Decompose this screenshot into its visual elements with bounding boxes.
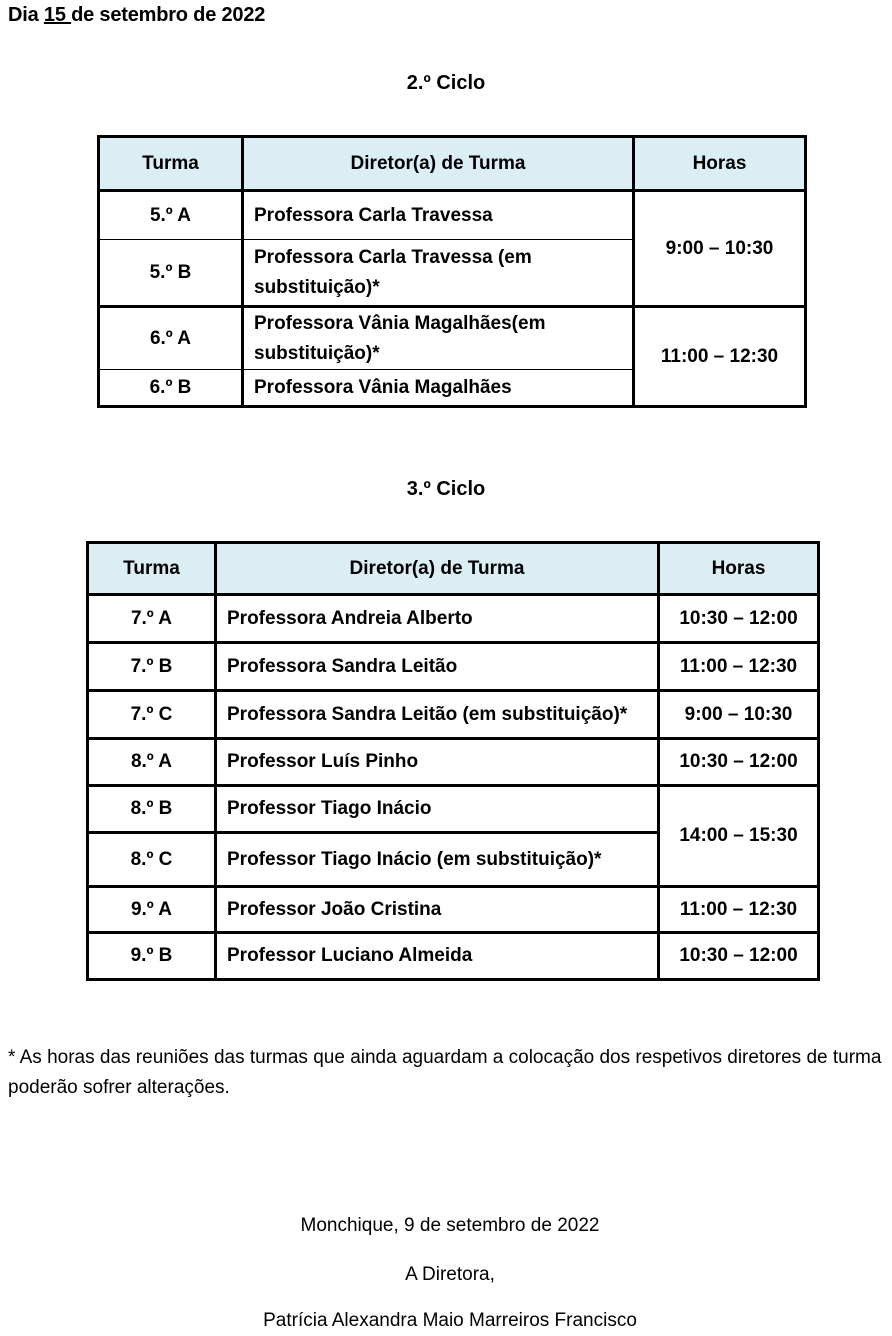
director-cell: Professora Sandra Leitão [216, 643, 659, 691]
director-cell: Professor João Cristina [216, 887, 659, 933]
turma-cell: 8.º C [88, 833, 216, 887]
table-row [99, 307, 806, 370]
date-suffix: de setembro de 2022 [71, 4, 266, 26]
schedule-table-ciclo3 [86, 541, 820, 981]
schedule-table-ciclo2 [97, 135, 807, 408]
hours-cell: 11:00 – 12:30 [659, 887, 819, 933]
director-cell: Professora Vânia Magalhães [243, 370, 634, 407]
signatory-name: Patrícia Alexandra Maio Marreiros Francisco [263, 1310, 637, 1331]
table-row [88, 786, 819, 833]
section-title-ciclo2: 2.º Ciclo [406, 72, 486, 94]
turma-cell: 7.º A [88, 595, 216, 643]
turma-cell: 6.º A [99, 307, 243, 370]
date-prefix: Dia [8, 4, 44, 26]
place-date: Monchique, 9 de setembro de 2022 [300, 1215, 600, 1236]
director-cell: Professora Andreia Alberto [216, 595, 659, 643]
director-cell: Professor Luís Pinho [216, 739, 659, 786]
date-heading [8, 4, 265, 27]
director-cell: Professora Carla Travessa (em substituição)* [243, 240, 634, 307]
hours-cell: 14:00 – 15:30 [659, 786, 819, 887]
table-row [88, 739, 819, 786]
footnote: * As horas das reuniões das turmas que ainda aguardam a colocação dos respetivos diretores de turma poderão sofrer alterações. [8, 1047, 882, 1098]
table-row [99, 191, 806, 240]
director-cell: Professora Sandra Leitão (em substituição)* [216, 691, 659, 739]
signatory-role: A Diretora, [405, 1264, 495, 1285]
hours-cell: 11:00 – 12:30 [659, 643, 819, 691]
turma-cell: 7.º B [88, 643, 216, 691]
header-turma: Turma [88, 543, 216, 595]
turma-cell: 9.º A [88, 887, 216, 933]
header-turma: Turma [99, 137, 243, 191]
turma-cell: 8.º B [88, 786, 216, 833]
turma-cell: 8.º A [88, 739, 216, 786]
director-cell: Professora Vânia Magalhães(em substituição)* [243, 307, 634, 370]
director-cell: Professor Luciano Almeida [216, 933, 659, 980]
hours-cell: 9:00 – 10:30 [659, 691, 819, 739]
table-row [88, 933, 819, 980]
header-director: Diretor(a) de Turma [216, 543, 659, 595]
hours-cell: 10:30 – 12:00 [659, 739, 819, 786]
turma-cell: 5.º B [99, 240, 243, 307]
header-horas: Horas [659, 543, 819, 595]
table-row [88, 691, 819, 739]
director-cell: Professora Carla Travessa [243, 191, 634, 240]
table-row [88, 643, 819, 691]
hours-cell: 9:00 – 10:30 [634, 191, 806, 307]
header-director: Diretor(a) de Turma [243, 137, 634, 191]
date-day: 15 [43, 4, 72, 26]
turma-cell: 7.º C [88, 691, 216, 739]
hours-cell: 10:30 – 12:00 [659, 595, 819, 643]
hours-cell: 10:30 – 12:00 [659, 933, 819, 980]
hours-cell: 11:00 – 12:30 [634, 307, 806, 407]
header-horas: Horas [634, 137, 806, 191]
turma-cell: 9.º B [88, 933, 216, 980]
table-row [88, 595, 819, 643]
director-cell: Professor Tiago Inácio [216, 786, 659, 833]
turma-cell: 5.º A [99, 191, 243, 240]
director-cell: Professor Tiago Inácio (em substituição)* [216, 833, 659, 887]
section-title-ciclo3: 3.º Ciclo [406, 478, 486, 500]
turma-cell: 6.º B [99, 370, 243, 407]
table-row [88, 887, 819, 933]
